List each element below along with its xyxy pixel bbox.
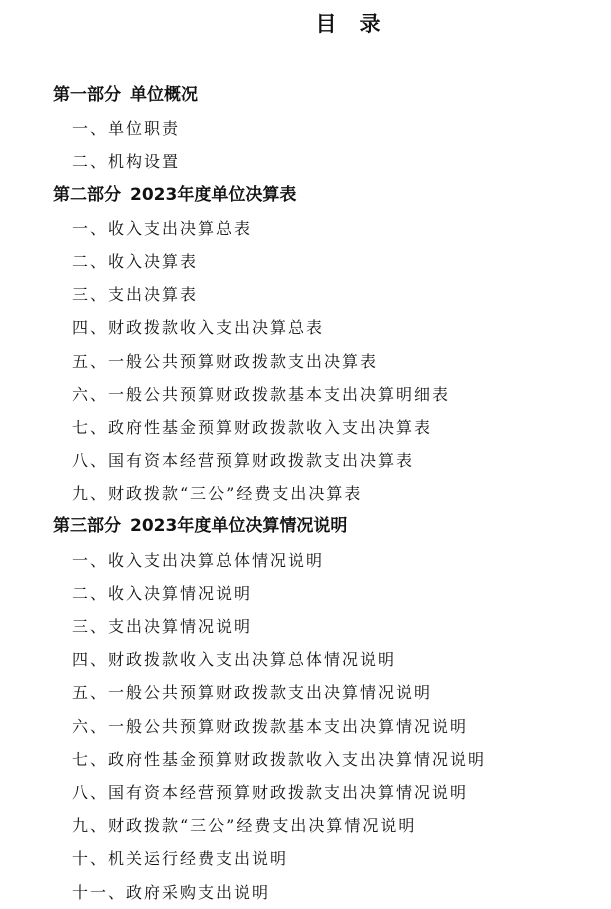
section-part-label: 第三部分 <box>53 516 121 537</box>
toc-item: 五、一般公共预算财政拨款支出决算表 <box>72 351 379 371</box>
toc-item: 二、收入决算表 <box>72 251 199 271</box>
section-title: 2023年度单位决算情况说明 <box>130 516 348 537</box>
toc-item: 一、单位职责 <box>72 119 181 139</box>
section-title: 2023年度单位决算表 <box>130 184 297 205</box>
table-of-contents <box>0 79 611 909</box>
toc-item: 九、财政拨款“三公”经费支出决算情况说明 <box>72 816 417 836</box>
toc-item: 七、政府性基金预算财政拨款收入支出决算情况说明 <box>72 749 487 769</box>
toc-item: 十一、政府采购支出说明 <box>72 882 271 902</box>
toc-item: 三、支出决算表 <box>72 285 199 305</box>
toc-item: 二、机构设置 <box>72 152 181 172</box>
toc-item: 八、国有资本经营预算财政拨款支出决算表 <box>72 451 415 471</box>
toc-item: 十、机关运行经费支出说明 <box>72 849 289 869</box>
toc-item: 九、财政拨款“三公”经费支出决算表 <box>72 484 363 504</box>
section-heading-part-2 <box>0 179 611 212</box>
section-heading-part-3 <box>0 510 611 543</box>
toc-item: 七、政府性基金预算财政拨款收入支出决算表 <box>72 417 433 437</box>
toc-item: 二、收入决算情况说明 <box>72 583 253 603</box>
section-heading-part-1 <box>0 79 611 112</box>
toc-item: 四、财政拨款收入支出决算总体情况说明 <box>72 650 397 670</box>
toc-item: 八、国有资本经营预算财政拨款支出决算情况说明 <box>72 782 469 802</box>
toc-item: 四、财政拨款收入支出决算总表 <box>72 318 325 338</box>
page-title: 目 录 <box>315 12 382 36</box>
toc-item: 一、收入支出决算总表 <box>72 218 253 238</box>
toc-item: 五、一般公共预算财政拨款支出决算情况说明 <box>72 683 433 703</box>
toc-item: 三、支出决算情况说明 <box>72 617 253 636</box>
section-title: 单位概况 <box>130 85 198 105</box>
toc-item: 六、一般公共预算财政拨款基本支出决算明细表 <box>72 384 451 404</box>
section-part-label: 第一部分 <box>53 85 121 105</box>
toc-item: 一、收入支出决算总体情况说明 <box>72 550 325 570</box>
toc-item: 六、一般公共预算财政拨款基本支出决算情况说明 <box>72 716 469 736</box>
section-part-label: 第二部分 <box>53 184 121 205</box>
